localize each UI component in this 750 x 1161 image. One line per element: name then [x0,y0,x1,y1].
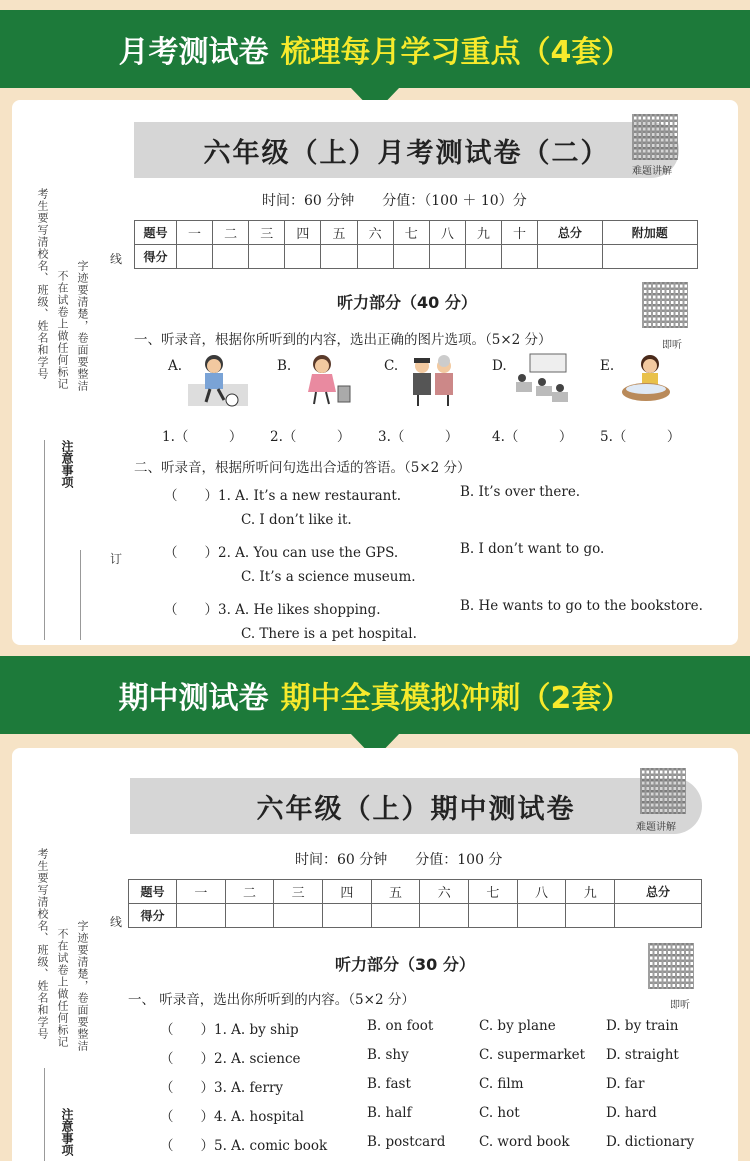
qr-caption: 难题讲解 [632,166,672,177]
exam-title-bar [130,778,702,834]
exam-title: 六年级（上）期中测试卷 [256,793,576,825]
table-header-cell: 四 [323,880,372,904]
question-2-title: 二、听录音，根据所听问句选出合适的答语。（5×2 分） [134,460,471,476]
score-cell[interactable] [615,904,702,928]
table-header-label: 题号 [129,880,177,904]
score-table [128,879,702,928]
side-note-title: 注意事项 [60,440,74,488]
listening-title: 听力部分（30 分） [335,955,475,974]
answer-blank[interactable]: 5.（ ） [600,429,681,445]
old-couple-picture [404,352,464,408]
score-cell[interactable] [321,245,357,269]
choice-item[interactable]: （ ）2. A. You can use the GPS. [164,545,399,561]
table-header-cell: 附加题 [602,221,697,245]
score-cell[interactable] [177,904,226,928]
table-header-cell: 三 [249,221,285,245]
binding-mark: 线 [110,252,123,266]
table-header-cell: 七 [469,880,518,904]
score-cell[interactable] [501,245,537,269]
score-cell[interactable] [393,245,429,269]
score-cell[interactable] [177,245,213,269]
choice-item[interactable]: （ ）3. A. He likes shopping. [164,602,381,618]
side-note: 字迹要清楚，卷面要整洁 [76,920,89,1052]
qr-code-icon[interactable] [640,768,686,814]
qr-code-icon[interactable] [648,943,694,989]
binding-line [80,550,81,640]
answer-blank[interactable]: 4.（ ） [492,429,573,445]
table-header-cell: 总分 [538,221,602,245]
choice-item[interactable]: （ ）3. A. ferry [160,1080,284,1096]
table-header-cell: 八 [429,221,465,245]
binding-line [44,1068,45,1161]
choice-option[interactable]: C. word book [479,1134,570,1150]
table-header-cell: 总分 [615,880,702,904]
banner-monthly [0,10,750,88]
table-header-label: 题号 [135,221,177,245]
choice-item[interactable]: （ ）1. A. It’s a new restaurant. [164,488,402,504]
binding-line [44,440,45,640]
side-note: 考生要写清校名、班级、姓名和学号 [36,848,49,1040]
time-score: 时间：60 分钟 分值：100 分 [295,852,503,868]
score-cell[interactable] [371,904,420,928]
table-header-cell: 六 [420,880,469,904]
choice-item[interactable]: （ ）4. A. hospital [160,1109,305,1125]
choice-option[interactable]: B. It’s over there. [460,484,581,500]
exam-title-bar [134,122,679,178]
time-score: 时间：60 分钟 分值：（100 ＋ 10）分 [262,193,527,209]
choice-item[interactable]: （ ）2. A. science [160,1051,301,1067]
banner-monthly-subtitle: 梳理每月学习重点（4套） [280,35,632,70]
listen-caption: 即听 [662,340,682,351]
score-cell[interactable] [420,904,469,928]
score-cell[interactable] [465,245,501,269]
answer-blank[interactable]: 2.（ ） [270,429,351,445]
pic-letter: B. [277,358,292,374]
choice-option[interactable]: D. straight [606,1047,679,1063]
choice-option[interactable]: C. by plane [479,1018,556,1034]
score-cell[interactable] [274,904,323,928]
table-header-cell: 一 [177,221,213,245]
choice-option[interactable]: D. dictionary [606,1134,695,1150]
score-cell[interactable] [602,245,697,269]
binding-mark: 线 [110,915,123,929]
answer-blank[interactable]: 1.（ ） [162,429,243,445]
choice-option[interactable]: C. There is a pet hospital. [241,626,417,642]
table-header-cell: 五 [321,221,357,245]
side-note: 考生要写清校名、班级、姓名和学号 [36,188,49,380]
choice-option[interactable]: C. supermarket [479,1047,586,1063]
choice-option[interactable]: C. hot [479,1105,520,1121]
score-table [134,220,698,269]
table-header-cell: 九 [566,880,615,904]
score-cell[interactable] [429,245,465,269]
banner-midterm [0,656,750,734]
choice-option[interactable]: B. shy [367,1047,409,1063]
choice-option[interactable]: B. He wants to go to the bookstore. [460,598,703,614]
side-note: 不在试卷上做任何标记 [56,270,69,390]
question-1-title: 一、听录音，根据你所听到的内容，选出正确的图片选项。（5×2 分） [134,332,552,348]
qr-code-icon[interactable] [632,114,678,160]
choice-option[interactable]: C. I don’t like it. [241,512,352,528]
table-header-cell: 十 [501,221,537,245]
question-1-title: 一、 听录音，选出你所听到的内容。（5×2 分） [128,992,415,1008]
score-cell[interactable] [285,245,321,269]
exam-title: 六年级（上）月考测试卷（二） [203,137,610,169]
score-cell[interactable] [517,904,566,928]
side-note-title: 注意事项 [60,1108,74,1156]
exam-sheet-monthly [12,100,738,645]
choice-option[interactable]: D. by train [606,1018,679,1034]
choice-option[interactable]: D. far [606,1076,645,1092]
listen-caption: 即听 [670,1000,690,1011]
choice-option[interactable]: B. half [367,1105,412,1121]
table-header-cell: 六 [357,221,393,245]
choice-option[interactable]: D. hard [606,1105,657,1121]
choice-option[interactable]: C. film [479,1076,524,1092]
qr-caption: 难题讲解 [636,822,676,833]
table-row-label: 得分 [135,245,177,269]
banner-midterm-label: 期中测试卷 [118,681,269,716]
table-header-cell: 九 [465,221,501,245]
table-row-label: 得分 [129,904,177,928]
score-cell[interactable] [538,245,602,269]
score-cell[interactable] [213,245,249,269]
score-cell[interactable] [357,245,393,269]
table-header-cell: 四 [285,221,321,245]
qr-code-icon[interactable] [642,282,688,328]
pic-letter: A. [168,358,183,374]
table-header-cell: 八 [517,880,566,904]
score-cell[interactable] [566,904,615,928]
pic-letter: E. [600,358,615,374]
table-header-cell: 二 [213,221,249,245]
binding-mark: 订 [110,552,123,566]
table-header-cell: 一 [177,880,226,904]
score-cell[interactable] [469,904,518,928]
exam-sheet-midterm [12,748,738,1161]
banner-monthly-label: 月考测试卷 [118,35,269,70]
boy-soccer-picture [188,352,248,408]
choice-option[interactable]: C. It’s a science museum. [241,569,416,585]
banner-midterm-subtitle: 期中全真模拟冲刺（2套） [280,681,632,716]
score-cell[interactable] [323,904,372,928]
girl-washing-picture [618,352,678,408]
pic-letter: D. [492,358,507,374]
score-cell[interactable] [225,904,274,928]
table-header-cell: 五 [371,880,420,904]
answer-blank[interactable]: 3.（ ） [378,429,459,445]
choice-option[interactable]: B. on foot [367,1018,434,1034]
side-note: 不在试卷上做任何标记 [56,928,69,1048]
choice-option[interactable]: B. postcard [367,1134,446,1150]
listening-title: 听力部分（40 分） [337,293,477,312]
side-note: 字迹要清楚，卷面要整洁 [76,260,89,392]
choice-option[interactable]: B. I don’t want to go. [460,541,605,557]
pic-letter: C. [384,358,399,374]
choice-option[interactable]: B. fast [367,1076,411,1092]
table-header-cell: 二 [225,880,274,904]
table-header-cell: 三 [274,880,323,904]
score-cell[interactable] [249,245,285,269]
choice-item[interactable]: （ ）5. A. comic book [160,1138,328,1154]
girl-luggage-picture [296,352,356,408]
table-header-cell: 七 [393,221,429,245]
classroom-picture [512,352,572,408]
choice-item[interactable]: （ ）1. A. by ship [160,1022,299,1038]
